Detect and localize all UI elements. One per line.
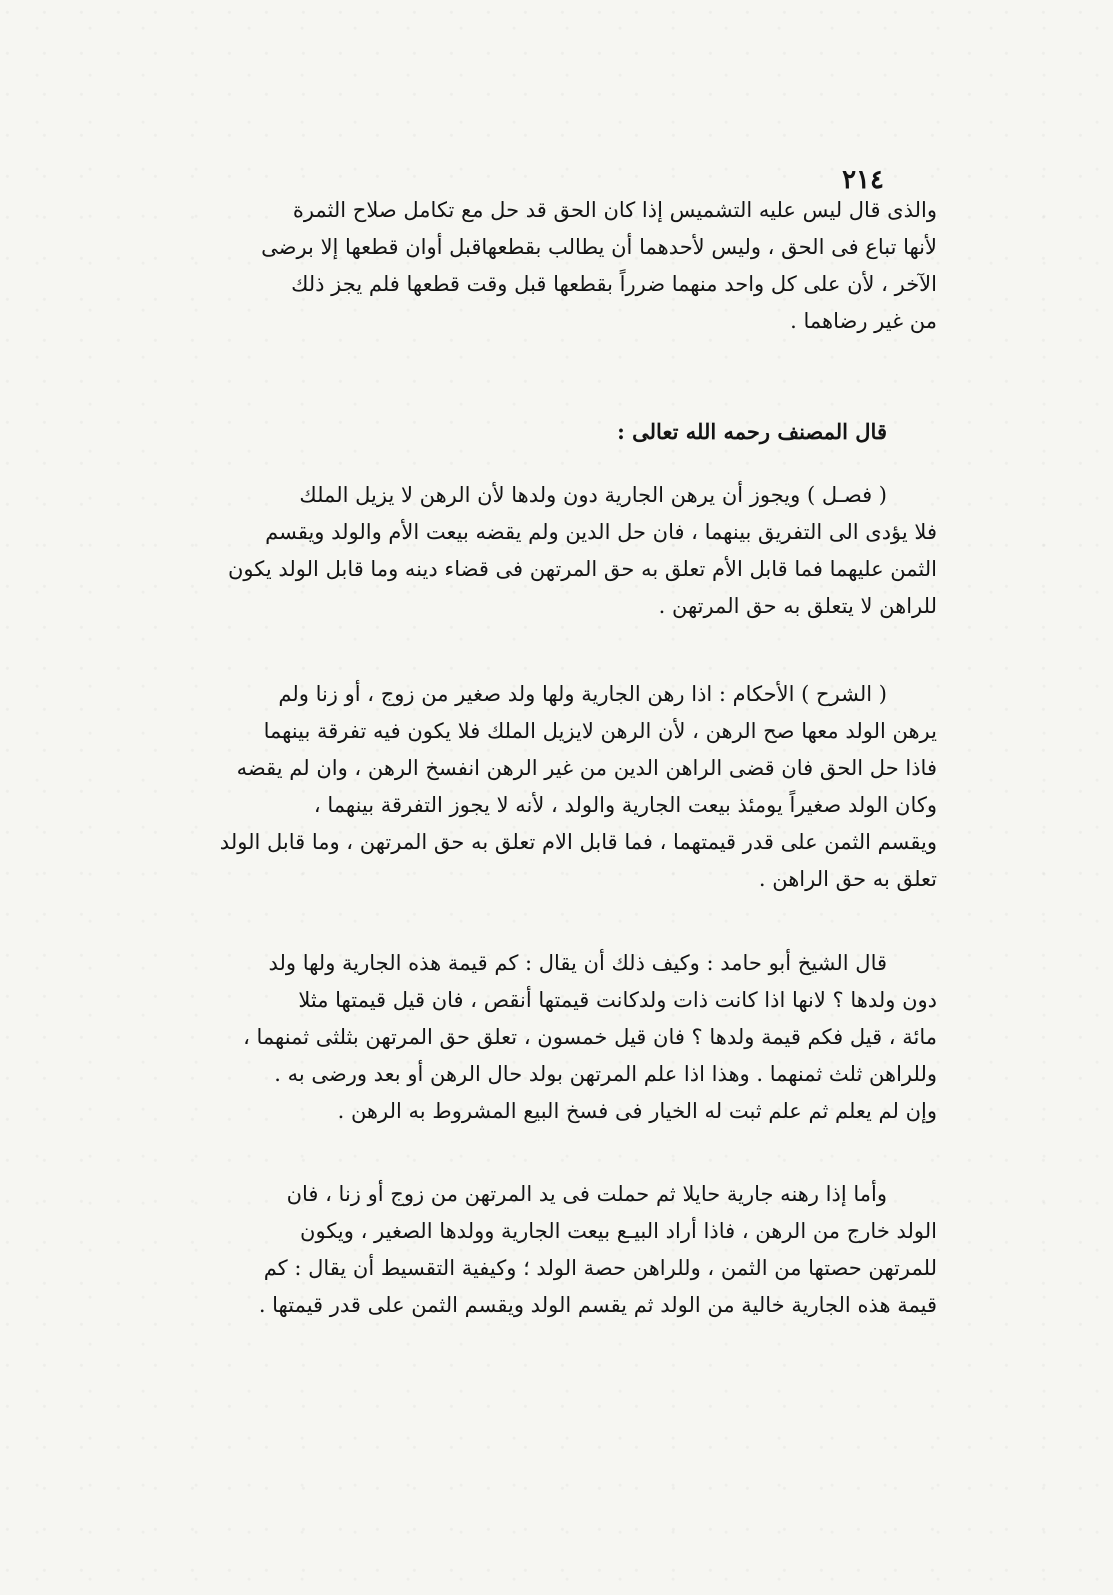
text-line: ( الشرح ) الأحكام : اذا رهن الجارية ولها ولد صغير من زوج ، أو زنا ولم (278, 682, 887, 706)
text-line: ويقسم الثمن على قدر قيمتهما ، فما قابل الام تعلق به حق المرتهن ، وما قابل الولد (219, 830, 937, 854)
text-line: وللراهن ثلث ثمنهما . وهذا اذا علم المرتهن بولد حال الرهن أو بعد ورضى به . (274, 1062, 937, 1086)
page-number: ٢١٤ (842, 165, 884, 195)
text-line: مائة ، قيل فكم قيمة ولدها ؟ فان قيل خمسون ، تعلق حق المرتهن بثلثى ثمنهما ، (243, 1025, 937, 1049)
text-line: يرهن الولد معها صح الرهن ، لأن الرهن لايزيل الملك فلا يكون فيه تفرقة بينهما (263, 719, 937, 743)
paragraph-sharh (205, 676, 937, 898)
paragraph-1 (205, 192, 937, 340)
paragraph-abu-hamid (205, 945, 937, 1130)
text-line: فاذا حل الحق فان قضى الراهن الدين من غير الرهن انفسخ الرهن ، وان لم يقضه (236, 756, 937, 780)
text-line: ( فصـل ) ويجوز أن يرهن الجارية دون ولدها لأن الرهن لا يزيل الملك (299, 483, 887, 507)
text-line: تعلق به حق الراهن . (758, 867, 937, 891)
text-line: قال المصنف رحمه الله تعالى : (617, 419, 887, 444)
text-line: قال الشيخ أبو حامد : وكيف ذلك أن يقال : كم قيمة هذه الجارية ولها ولد (268, 951, 887, 975)
text-line: وأما إذا رهنه جارية حايلا ثم حملت فى يد المرتهن من زوج أو زنا ، فان (286, 1182, 887, 1206)
text-line: قيمة هذه الجارية خالية من الولد ثم يقسم الولد ويقسم الثمن على قدر قيمتها . (258, 1293, 937, 1317)
paragraph-fasl (205, 477, 937, 625)
paragraph-final (205, 1176, 937, 1324)
text-line: من غير رضاهما . (790, 309, 937, 333)
text-line: الآخر ، لأن على كل واحد منهما ضرراً بقطعها قبل وقت قطعها فلم يجز ذلك (291, 272, 937, 296)
text-line: الثمن عليهما فما قابل الأم تعلق به حق المرتهن فى قضاء دينه وما قابل الولد يكون (228, 557, 937, 581)
text-line: دون ولدها ؟ لانها اذا كانت ذات ولدكانت قيمتها أنقص ، فان قيل قيمتها مثلا (298, 988, 937, 1012)
text-line: وإن لم يعلم ثم علم ثبت له الخيار فى فسخ البيع المشروط به الرهن . (337, 1099, 937, 1123)
section-heading (205, 413, 937, 450)
text-line: وكان الولد صغيراً يومئذ بيعت الجارية والولد ، لأنه لا يجوز التفرقة بينهما ، (313, 793, 937, 817)
text-line: لأنها تباع فى الحق ، وليس لأحدهما أن يطالب بقطعهاقبل أوان قطعها إلا برضى (261, 235, 937, 259)
text-line: للراهن لا يتعلق به حق المرتهن . (658, 594, 937, 618)
text-line: والذى قال ليس عليه التشميس إذا كان الحق قد حل مع تكامل صلاح الثمرة (292, 198, 937, 222)
text-line: للمرتهن حصتها من الثمن ، وللراهن حصة الولد ؛ وكيفية التقسيط أن يقال : كم (263, 1256, 937, 1280)
text-line: الولد خارج من الرهن ، فاذا أراد البيـع بيعت الجارية وولدها الصغير ، ويكون (300, 1219, 937, 1243)
text-line: فلا يؤدى الى التفريق بينهما ، فان حل الدين ولم يقضه بيعت الأم والولد ويقسم (265, 520, 937, 544)
